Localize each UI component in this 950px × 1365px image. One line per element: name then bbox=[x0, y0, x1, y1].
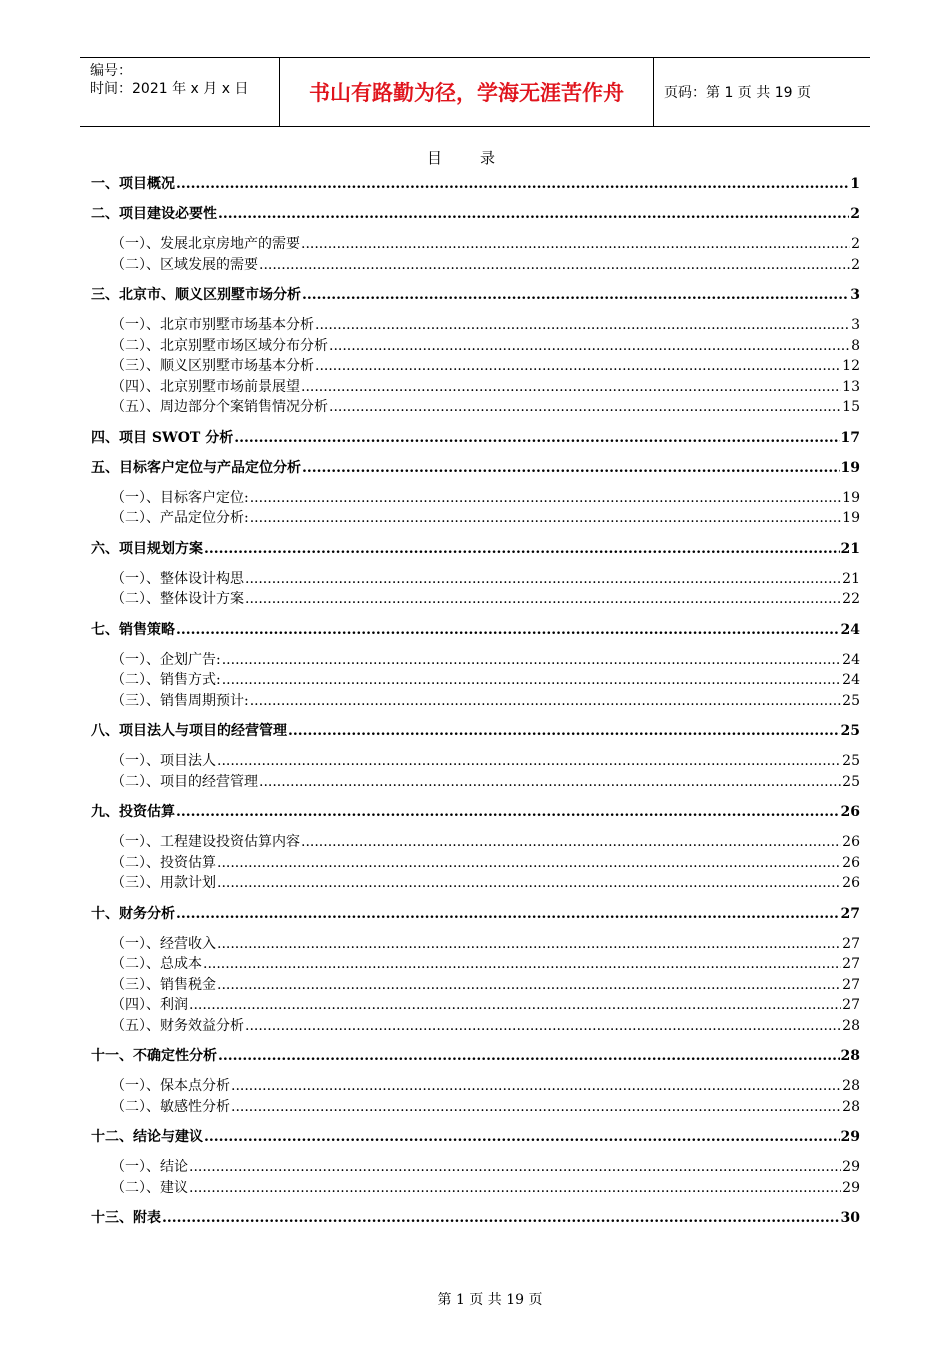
toc-section-entry[interactable] bbox=[91, 832, 860, 853]
toc-dot-leader bbox=[218, 1046, 840, 1066]
toc-dot-leader bbox=[189, 1157, 841, 1178]
toc-entry-number: （三）、 bbox=[111, 358, 160, 374]
toc-dot-leader bbox=[231, 1076, 841, 1097]
toc-section-entry[interactable] bbox=[91, 397, 860, 418]
toc-entry-number: 十三、 bbox=[91, 1210, 133, 1226]
toc-section-entry[interactable] bbox=[91, 377, 860, 398]
toc-entry-title: 整体设计构思 bbox=[160, 570, 244, 587]
toc-dot-leader bbox=[217, 975, 841, 996]
toc-entry-page: 28 bbox=[842, 1078, 860, 1094]
toc-chapter-entry[interactable] bbox=[91, 1046, 860, 1066]
toc-entry-number: （五）、 bbox=[111, 399, 160, 415]
toc-entry-page: 21 bbox=[840, 540, 860, 557]
toc-entry-title: 投资估算 bbox=[119, 804, 175, 820]
toc-entry-page: 27 bbox=[842, 997, 860, 1013]
toc-dot-leader bbox=[203, 954, 841, 975]
toc-entry-number: 六、 bbox=[91, 540, 119, 557]
toc-entry-number: 二、 bbox=[91, 206, 119, 222]
toc-entry-number: 八、 bbox=[91, 723, 119, 739]
toc-entry-title: 结论与建议 bbox=[133, 1129, 203, 1145]
toc-dot-leader bbox=[204, 539, 840, 559]
toc-entry-page: 27 bbox=[840, 905, 860, 922]
toc-entry-page: 12 bbox=[842, 358, 860, 374]
toc-entry-number: （五）、 bbox=[111, 1017, 160, 1034]
toc-entry-number: 四、 bbox=[91, 429, 119, 446]
toc-entry-page: 29 bbox=[842, 1179, 860, 1196]
toc-entry-number: （三）、 bbox=[111, 875, 160, 891]
document-date: 时间：2021 年 x 月 x 日 bbox=[90, 81, 249, 97]
toc-section-entry[interactable] bbox=[91, 589, 860, 610]
toc-dot-leader bbox=[250, 508, 841, 529]
toc-dot-leader bbox=[288, 721, 840, 741]
toc-section-entry[interactable] bbox=[91, 234, 860, 255]
toc-dot-leader bbox=[245, 589, 841, 610]
toc-section-entry[interactable] bbox=[91, 1097, 860, 1118]
toc-entry-page: 25 bbox=[842, 753, 860, 769]
toc-entry-number: （二）、 bbox=[111, 591, 160, 607]
toc-entry-title: 利润 bbox=[160, 997, 188, 1013]
toc-entry-title: 销售周期预计: bbox=[160, 692, 249, 709]
toc-entry-page: 22 bbox=[842, 591, 860, 607]
toc-entry-number: （一）、 bbox=[111, 935, 160, 952]
toc-section-entry[interactable] bbox=[91, 336, 860, 357]
toc-entry-number: 一、 bbox=[91, 176, 119, 192]
toc-entry-number: （二）、 bbox=[111, 672, 160, 688]
toc-chapter-entry[interactable] bbox=[91, 428, 860, 448]
toc-section-entry[interactable] bbox=[91, 508, 860, 529]
toc-dot-leader bbox=[217, 751, 841, 772]
toc-dot-leader bbox=[176, 620, 840, 640]
toc-dot-leader bbox=[259, 255, 850, 276]
toc-chapter-entry[interactable] bbox=[91, 904, 860, 924]
toc-entry-number: （一）、 bbox=[111, 834, 160, 850]
toc-dot-leader bbox=[302, 458, 840, 478]
toc-entry-title: 北京别墅市场前景展望 bbox=[160, 378, 300, 395]
toc-chapter-entry[interactable] bbox=[91, 1127, 860, 1147]
toc-entry-number: （三）、 bbox=[111, 692, 160, 709]
toc-dot-leader bbox=[301, 377, 841, 398]
toc-entry-number: （四）、 bbox=[111, 378, 160, 395]
toc-entry-title: 项目 SWOT 分析 bbox=[119, 429, 234, 446]
toc-entry-title: 顺义区别墅市场基本分析 bbox=[160, 358, 314, 374]
toc-entry-page: 8 bbox=[851, 337, 860, 354]
toc-entry-number: （一）、 bbox=[111, 753, 160, 769]
toc-entry-title: 目标客户定位与产品定位分析 bbox=[119, 459, 301, 476]
toc-dot-leader bbox=[329, 397, 841, 418]
toc-entry-title: 企划广告: bbox=[160, 651, 221, 668]
toc-entry-number: 十一、 bbox=[91, 1048, 133, 1064]
toc-entry-number: （一）、 bbox=[111, 317, 160, 333]
header-meta bbox=[80, 58, 280, 126]
toc-chapter-entry[interactable] bbox=[91, 1208, 860, 1228]
toc-entry-page: 26 bbox=[842, 875, 860, 891]
toc-section-entry[interactable] bbox=[91, 975, 860, 996]
toc-entry-number: （四）、 bbox=[111, 997, 160, 1013]
toc-dot-leader bbox=[245, 1016, 841, 1037]
toc-section-entry[interactable] bbox=[91, 751, 860, 772]
toc-entry-number: （二）、 bbox=[111, 1179, 160, 1196]
toc-entry-page: 3 bbox=[851, 317, 860, 333]
toc-section-entry[interactable] bbox=[91, 853, 860, 874]
toc-dot-leader bbox=[222, 650, 841, 671]
toc-entry-title: 项目法人 bbox=[160, 753, 216, 769]
page-footer: 第 1 页 共 19 页 bbox=[437, 1292, 543, 1308]
toc-entry-title: 财务分析 bbox=[119, 905, 175, 922]
toc-entry-number: 九、 bbox=[91, 804, 119, 820]
toc-dot-leader bbox=[204, 1127, 840, 1147]
toc-entry-title: 销售策略 bbox=[119, 621, 175, 638]
toc-entry-number: （二）、 bbox=[111, 510, 160, 526]
toc-entry-number: （三）、 bbox=[111, 976, 160, 993]
toc-entry-page: 28 bbox=[842, 1098, 860, 1115]
toc-section-entry[interactable] bbox=[91, 873, 860, 894]
toc-chapter-entry[interactable] bbox=[91, 539, 860, 559]
toc-entry-title: 目标客户定位: bbox=[160, 489, 249, 506]
toc-dot-leader bbox=[162, 1208, 840, 1228]
toc-entry-page: 28 bbox=[840, 1048, 860, 1064]
toc-entry-title: 项目建设必要性 bbox=[119, 206, 217, 222]
document-number-label: 编号： bbox=[90, 63, 132, 79]
toc-entry-title: 不确定性分析 bbox=[133, 1048, 217, 1064]
toc-dot-leader bbox=[245, 569, 841, 590]
toc-chapter-entry[interactable] bbox=[91, 721, 860, 741]
toc-entry-title: 结论 bbox=[160, 1159, 188, 1175]
toc-entry-page: 25 bbox=[842, 773, 860, 790]
toc-entry-number: 十、 bbox=[91, 905, 119, 922]
toc-entry-number: （二）、 bbox=[111, 854, 160, 871]
toc-entry-number: （二）、 bbox=[111, 773, 160, 790]
toc-section-entry[interactable] bbox=[91, 569, 860, 590]
toc-dot-leader bbox=[189, 995, 841, 1016]
toc-entry-page: 29 bbox=[840, 1129, 860, 1145]
toc-entry-page: 19 bbox=[842, 510, 860, 526]
toc-dot-leader bbox=[176, 802, 840, 822]
toc-entry-number: （一）、 bbox=[111, 236, 160, 252]
toc-entry-page: 1 bbox=[850, 176, 860, 192]
toc-dot-leader bbox=[329, 336, 850, 357]
toc-section-entry[interactable] bbox=[91, 995, 860, 1016]
toc-section-entry[interactable] bbox=[91, 1178, 860, 1199]
toc-entry-number: （一）、 bbox=[111, 489, 160, 506]
toc-section-entry[interactable] bbox=[91, 670, 860, 691]
toc-entry-number: 七、 bbox=[91, 621, 119, 638]
toc-entry-title: 用款计划 bbox=[160, 875, 216, 891]
toc-entry-title: 项目的经营管理 bbox=[160, 773, 258, 790]
toc-entry-number: （二）、 bbox=[111, 256, 160, 273]
toc-entry-page: 15 bbox=[842, 399, 860, 415]
toc-dot-leader bbox=[176, 174, 849, 194]
toc-entry-title: 周边部分个案销售情况分析 bbox=[160, 399, 328, 415]
toc-entry-title: 项目规划方案 bbox=[119, 540, 203, 557]
toc-entry-page: 30 bbox=[840, 1210, 860, 1226]
toc-entry-page: 2 bbox=[851, 256, 860, 273]
toc-dot-leader bbox=[189, 1178, 841, 1199]
toc-section-entry[interactable] bbox=[91, 356, 860, 377]
toc-entry-title: 区域发展的需要 bbox=[160, 256, 258, 273]
toc-entry-number: （二）、 bbox=[111, 337, 160, 354]
toc-entry-title: 附表 bbox=[133, 1210, 161, 1226]
toc-dot-leader bbox=[250, 691, 841, 712]
toc-entry-title: 建议 bbox=[160, 1179, 188, 1196]
page-header bbox=[80, 57, 870, 127]
toc-section-entry[interactable] bbox=[91, 772, 860, 793]
toc-dot-leader bbox=[176, 904, 840, 924]
toc-chapter-entry[interactable] bbox=[91, 458, 860, 478]
toc-entry-title: 财务效益分析 bbox=[160, 1017, 244, 1034]
toc-entry-page: 2 bbox=[850, 206, 860, 222]
toc-entry-number: （一）、 bbox=[111, 1078, 160, 1094]
toc-entry-title: 投资估算 bbox=[160, 854, 216, 871]
toc-dot-leader bbox=[217, 853, 841, 874]
toc-dot-leader bbox=[217, 873, 841, 894]
toc-entry-number: （二）、 bbox=[111, 956, 160, 972]
toc-entry-title: 北京市、顺义区别墅市场分析 bbox=[119, 287, 301, 303]
toc-dot-leader bbox=[218, 204, 849, 224]
toc-section-entry[interactable] bbox=[91, 691, 860, 712]
toc-title: 目录 bbox=[426, 149, 533, 167]
toc-entry-page: 25 bbox=[842, 692, 860, 709]
toc-entry-number: （二）、 bbox=[111, 1098, 160, 1115]
toc-entry-title: 销售方式: bbox=[160, 672, 221, 688]
toc-entry-number: （一）、 bbox=[111, 1159, 160, 1175]
toc-section-entry[interactable] bbox=[91, 255, 860, 276]
toc-dot-leader bbox=[217, 934, 841, 955]
toc-entry-page: 27 bbox=[842, 935, 860, 952]
toc-entry-title: 项目概况 bbox=[119, 176, 175, 192]
toc-entry-title: 销售税金 bbox=[160, 976, 216, 993]
toc-chapter-entry[interactable] bbox=[91, 285, 860, 305]
toc-chapter-entry[interactable] bbox=[91, 620, 860, 640]
toc-entry-page: 26 bbox=[842, 834, 860, 850]
toc-section-entry[interactable] bbox=[91, 488, 860, 509]
toc-entry-title: 总成本 bbox=[160, 956, 202, 972]
table-of-contents bbox=[91, 174, 860, 1228]
header-page-info: 页码：第 1 页 共 19 页 bbox=[664, 85, 811, 101]
toc-entry-number: 十二、 bbox=[91, 1129, 133, 1145]
toc-entry-page: 24 bbox=[842, 672, 860, 688]
toc-section-entry[interactable] bbox=[91, 934, 860, 955]
toc-entry-page: 2 bbox=[851, 236, 860, 252]
toc-dot-leader bbox=[315, 315, 850, 336]
toc-entry-page: 28 bbox=[842, 1017, 860, 1034]
toc-dot-leader bbox=[231, 1097, 841, 1118]
toc-entry-title: 保本点分析 bbox=[160, 1078, 230, 1094]
header-motto: 书山有路勤为径，学海无涯苦作舟 bbox=[280, 58, 654, 126]
toc-section-entry[interactable] bbox=[91, 1076, 860, 1097]
toc-dot-leader bbox=[315, 356, 841, 377]
toc-chapter-entry[interactable] bbox=[91, 174, 860, 194]
toc-entry-title: 整体设计方案 bbox=[160, 591, 244, 607]
toc-section-entry[interactable] bbox=[91, 650, 860, 671]
toc-entry-page: 13 bbox=[842, 378, 860, 395]
toc-entry-number: 三、 bbox=[91, 287, 119, 303]
toc-section-entry[interactable] bbox=[91, 1016, 860, 1037]
toc-entry-number: （一）、 bbox=[111, 570, 160, 587]
toc-entry-page: 17 bbox=[840, 429, 860, 446]
toc-entry-page: 27 bbox=[842, 956, 860, 972]
toc-section-entry[interactable] bbox=[91, 315, 860, 336]
toc-dot-leader bbox=[222, 670, 841, 691]
toc-entry-title: 敏感性分析 bbox=[160, 1098, 230, 1115]
toc-section-entry[interactable] bbox=[91, 1157, 860, 1178]
toc-entry-page: 26 bbox=[840, 804, 860, 820]
toc-dot-leader bbox=[259, 772, 841, 793]
toc-entry-page: 21 bbox=[842, 570, 860, 587]
toc-entry-number: 五、 bbox=[91, 459, 119, 476]
toc-chapter-entry[interactable] bbox=[91, 204, 860, 224]
toc-dot-leader bbox=[234, 428, 839, 448]
toc-entry-page: 24 bbox=[842, 651, 860, 668]
toc-entry-title: 北京市别墅市场基本分析 bbox=[160, 317, 314, 333]
toc-dot-leader bbox=[250, 488, 841, 509]
toc-entry-page: 25 bbox=[840, 723, 860, 739]
toc-entry-title: 产品定位分析: bbox=[160, 510, 249, 526]
toc-entry-page: 24 bbox=[840, 621, 860, 638]
toc-entry-page: 19 bbox=[840, 459, 860, 476]
toc-entry-page: 26 bbox=[842, 854, 860, 871]
toc-entry-title: 工程建设投资估算内容 bbox=[160, 834, 300, 850]
toc-entry-title: 发展北京房地产的需要 bbox=[160, 236, 300, 252]
toc-chapter-entry[interactable] bbox=[91, 802, 860, 822]
toc-entry-page: 27 bbox=[842, 976, 860, 993]
toc-entry-title: 项目法人与项目的经营管理 bbox=[119, 723, 287, 739]
toc-entry-title: 经营收入 bbox=[160, 935, 216, 952]
toc-entry-number: （一）、 bbox=[111, 651, 160, 668]
toc-dot-leader bbox=[301, 832, 841, 853]
toc-entry-page: 3 bbox=[850, 287, 860, 303]
toc-entry-page: 19 bbox=[842, 489, 860, 506]
toc-entry-title: 北京别墅市场区域分布分析 bbox=[160, 337, 328, 354]
toc-section-entry[interactable] bbox=[91, 954, 860, 975]
toc-dot-leader bbox=[302, 285, 849, 305]
toc-entry-page: 29 bbox=[842, 1159, 860, 1175]
toc-dot-leader bbox=[301, 234, 850, 255]
